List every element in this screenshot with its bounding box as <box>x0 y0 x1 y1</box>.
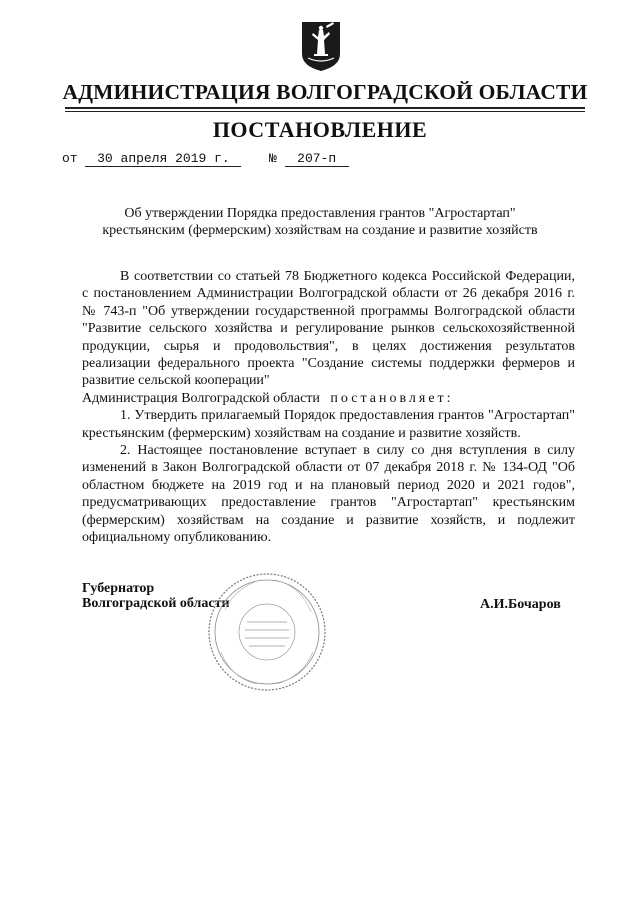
preamble-paragraph <box>82 268 575 390</box>
subject-line: крестьянским (фермерским) хозяйствам на создание и развитие хозяйств <box>102 223 538 238</box>
item-paragraph: 2. Настоящее постановление вступает в силу со дня вступления в силу изменений в Закон Волгоградской области от 07 декабря 2018 г. № 134-ОД "Об областном бюджете на 2019 год и на плановый период 2020 и 2021 годов", предусматривающих предоставление грантов "Агростартап" крестьянским (фермерским) хозяйствам на создание и развитие хозяйств, и подлежит официальному опубликованию. <box>82 443 575 546</box>
signatory-name: А.И.Бочаров <box>480 597 561 612</box>
official-seal-icon <box>205 570 330 695</box>
header-rule <box>65 107 585 109</box>
date-number-line <box>62 151 349 167</box>
resolves-word: постановляет: <box>330 390 454 406</box>
document-body <box>82 268 575 547</box>
position-line: Губернатор <box>82 581 155 596</box>
resolves-subject: Администрация Волгоградской области <box>82 390 320 406</box>
preamble-text: В соответствии со статьей 78 Бюджетного кодекса Российской Федерации, с постановлением Администрации Волгоградской области от 26 декабря 2016 г. № 743-п "Об утверждении государственной программы Волгоградской области "Развитие сельского хозяйства и регулирование рынков сельскохозяйственной продукции, сырья и продовольствия", в целях достижения результатов реализации федерального проекта "Создание системы поддержки фермеров и развитие сельской кооперации" <box>82 269 575 389</box>
organization-name: АДМИНИСТРАЦИЯ ВОЛГОГРАДСКОЙ ОБЛАСТИ <box>62 80 588 104</box>
header-rule-thin <box>65 111 585 112</box>
coat-of-arms-icon <box>300 20 342 72</box>
position-line: Волгоградской области <box>82 596 230 611</box>
document-subject <box>70 205 570 239</box>
document-type-title: ПОСТАНОВЛЕНИЕ <box>212 117 428 142</box>
document-date: 30 апреля 2019 г. <box>85 151 241 167</box>
document-number: 207-п <box>285 151 349 167</box>
number-label: № <box>269 151 277 166</box>
date-from-label: от <box>62 151 78 166</box>
item-paragraph: 1. Утвердить прилагаемый Порядок предоставления грантов "Агростартап" крестьянским (фермерским) хозяйствам на создание и развитие хозяйств. <box>82 408 575 441</box>
subject-line: Об утверждении Порядка предоставления грантов "Агростартап" <box>124 206 516 221</box>
resolution-line <box>82 390 575 407</box>
